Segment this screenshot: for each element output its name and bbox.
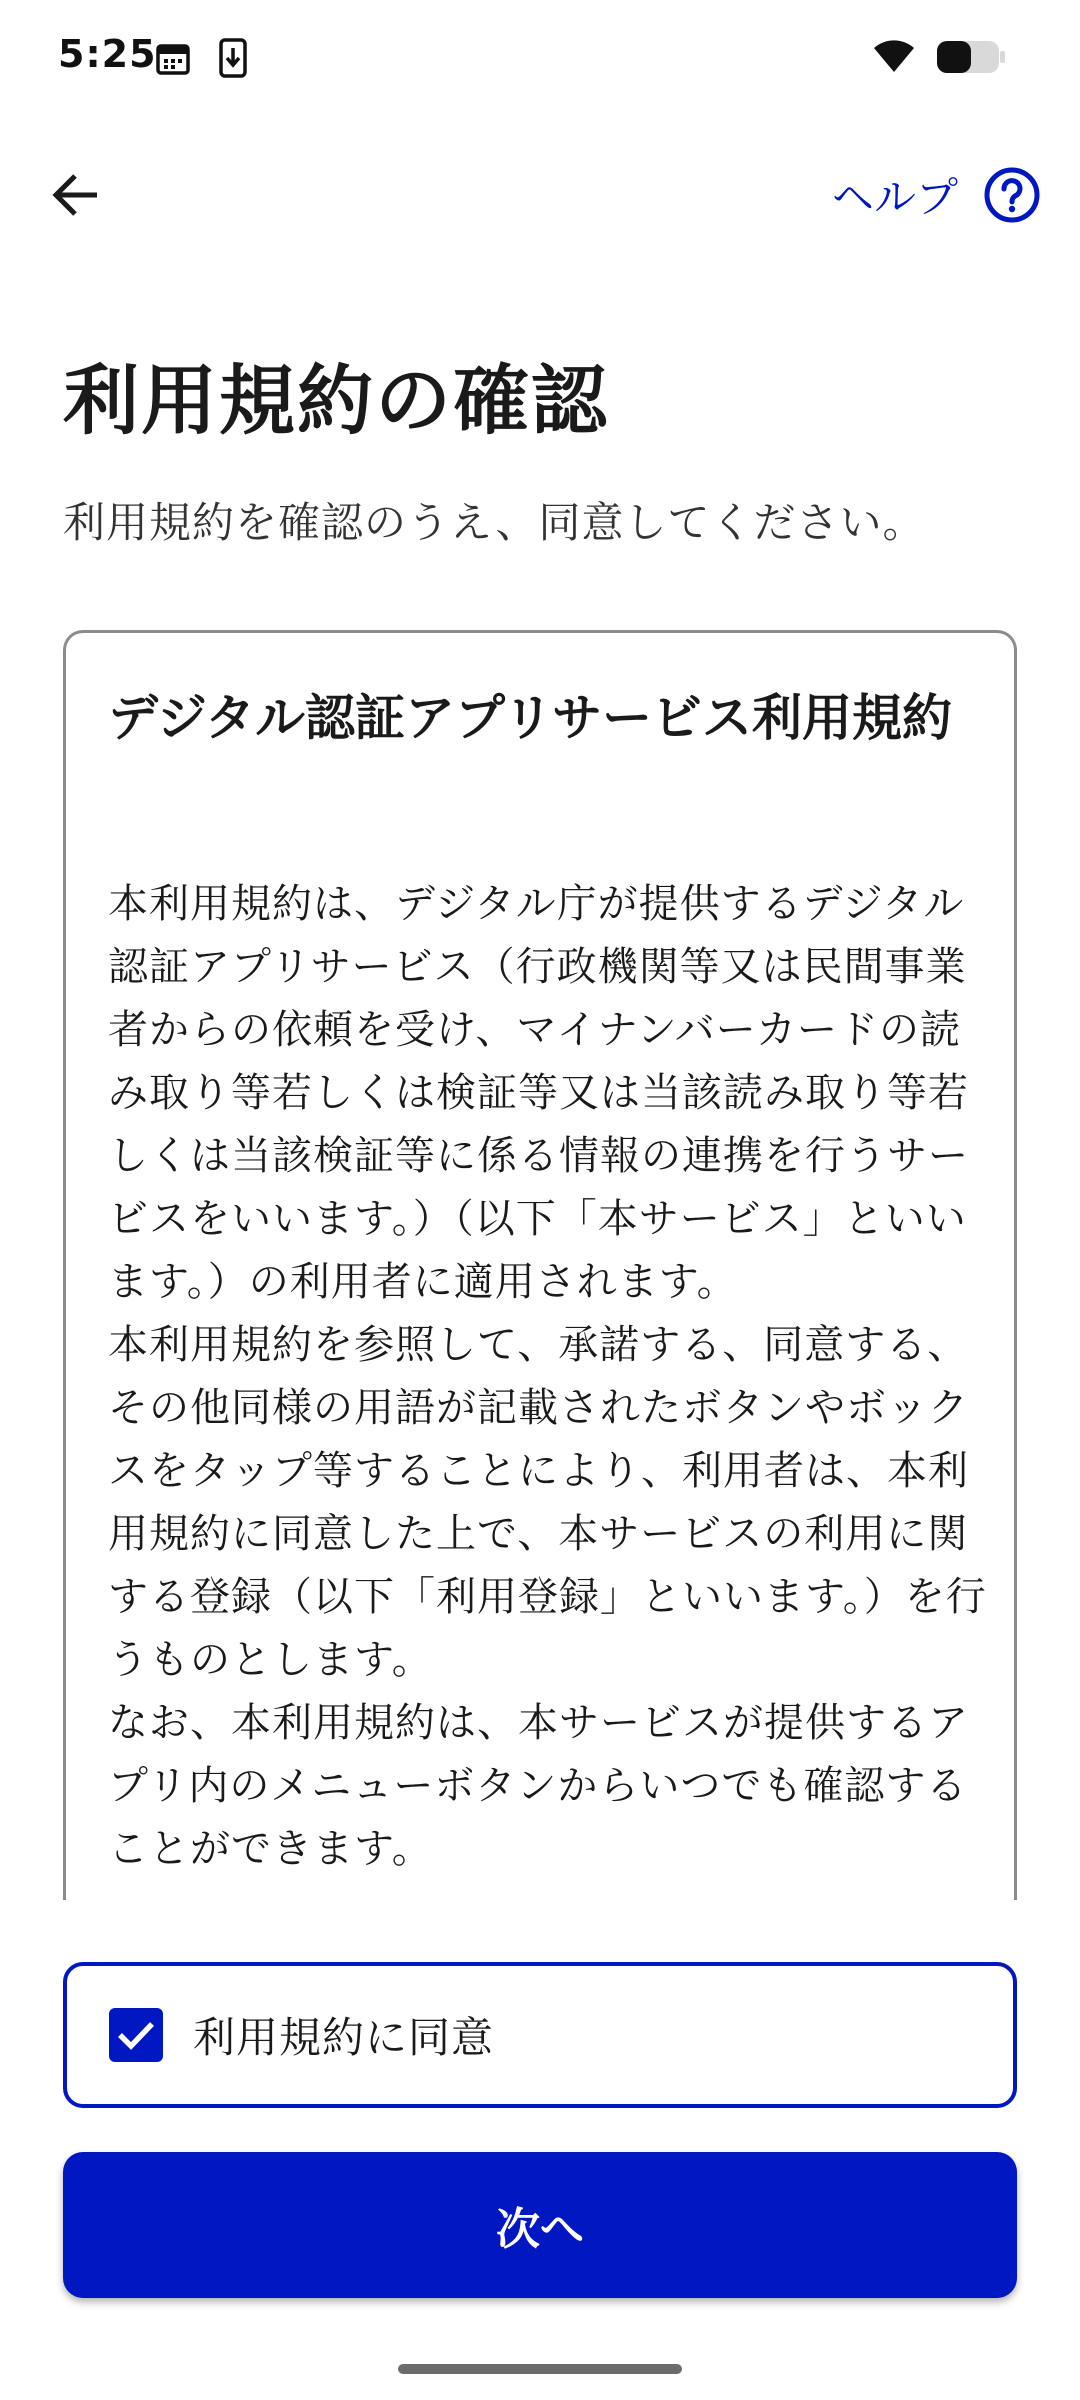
help-link[interactable]: [832, 162, 1040, 228]
help-label: ヘルプ: [831, 173, 958, 222]
agree-checkbox-row[interactable]: [63, 1962, 1017, 2108]
wifi-icon: [872, 38, 916, 74]
calendar-icon: [155, 40, 191, 76]
arrow-left-icon: [51, 173, 99, 217]
question-circle-icon: [984, 167, 1040, 223]
battery-icon: [936, 40, 1006, 74]
terms-body: [108, 873, 988, 1881]
status-bar: [0, 0, 1080, 120]
next-button[interactable]: 次へ: [63, 2152, 1017, 2298]
page-subtitle: 利用規約を確認のうえ、同意してください。: [63, 498, 926, 547]
agree-label: 利用規約に同意: [193, 2013, 495, 2062]
agree-checkbox[interactable]: [109, 2008, 163, 2062]
app-bar: [0, 150, 1080, 240]
checkmark-icon: [116, 2019, 156, 2051]
status-time: 5:25: [58, 32, 157, 76]
terms-heading: デジタル認証アプリサービス利用規約: [108, 689, 952, 747]
terms-paragraph: なお、本利用規約は、本サービスが提供するアプリ内のメニューボタンからいつでも確認することができます。: [108, 1700, 969, 1872]
terms-paragraph: 本利用規約は、デジタル庁が提供するデジタル認証アプリサービス（行政機関等又は民間事業者からの依頼を受け、マイナンバーカードの読み取り等若しくは検証等又は当該読み取り等若しくは当該検証等に係る情報の連携を行うサービスをいいます。）（以下「本サービス」といいます。）の利用者に適用されます。: [108, 881, 969, 1305]
home-indicator[interactable]: [398, 2364, 682, 2374]
back-button[interactable]: [40, 165, 110, 225]
terms-paragraph: 本利用規約を参照して、承諾する、同意する、その他同様の用語が記載されたボタンやボックスをタップ等することにより、利用者は、本利用規約に同意した上で、本サービスの利用に関する登録（以下「利用登録」といいます。）を行うものとします。: [108, 1322, 987, 1683]
terms-scroll-area[interactable]: [63, 630, 1017, 1900]
download-icon: [218, 38, 248, 78]
page-title: 利用規約の確認: [63, 356, 609, 445]
